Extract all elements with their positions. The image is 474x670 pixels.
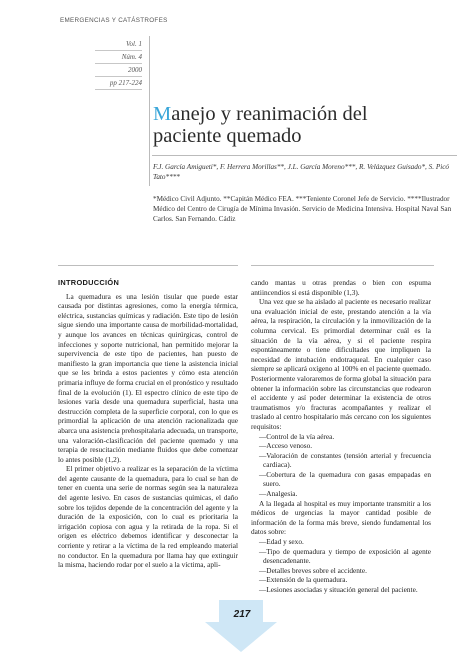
list-item: —Acceso venoso. [259, 441, 313, 451]
left-column-rule [58, 265, 238, 266]
list-item: —Extensión de la quemadura. [259, 575, 348, 585]
list-item: —Lesiones asociadas y situación general del paciente. [259, 585, 418, 594]
section-heading: INTRODUCCIÓN [58, 278, 120, 287]
list-item: —Edad y sexo. [259, 537, 304, 547]
title-rule [152, 155, 457, 156]
article-title [153, 103, 453, 147]
list-item: —Detalles breves sobre el accidente. [259, 565, 367, 575]
paragraph: El primer objetivo a realizar es la separación de la víctima del agente causante de la quemadura, para lo cual se han de tener en cuenta una serie de normas según sea la naturaleza del agente lesivo. En casos de sustancias químicas, el daño sobre los tejidos depende de la concentración del agente y la duración de la exposición, con lo cual es prioritaria la irrigación copiosa con agua y la retirada de la ropa. Si el origen es eléctrico debemos identificar y desconectar la corriente y retirar a la víctima de la red empleando material no conductor. En la quemadura por llama hay que extinguir la misma, haciendo rodar por el suelo a la víctima, apli- [58, 464, 238, 570]
paragraph: Una vez que se ha aislado al paciente es necesario realizar una evaluación inicial de este, prestando atención a la vía aérea, la respiración, la circulación y la inmovilización de la columna cervical. Es primordial determinar cuál es la situación de la vía aérea, y si el paciente respira espontáneamente o tiene dificultades que impliquen la necesidad de intubación endotraqueal. En cualquier caso siempre se aplicará oxígeno al 100% en el paciente quemado. Posteriormente valoraremos de forma global la situación para obtener la información sobre las circunstancias que rodearon el accidente y así poder determinar la existencia de otros traumatismos y/o fracturas acompañantes y realizar el traslado al centro hospitalario más cercano con los siguientes requisitos: [251, 297, 431, 431]
list-item: —Tipo de quemadura y tiempo de exposición al agente desencadenante. [259, 546, 431, 566]
list-item: —Cobertura de la quemadura con gasas empapadas en suero. [259, 469, 431, 489]
page-number: 217 [233, 609, 251, 620]
title-line-2: paciente quemado [153, 125, 302, 147]
title-line-1: anejo y reanimación del [171, 103, 368, 125]
running-head: EMERGENCIAS Y CATÁSTROFES [60, 17, 168, 24]
paragraph: A la llegada al hospital es muy importante transmitir a los médicos de urgencias la mayor cantidad posible de información de la forma más breve, siendo fundamental los datos sobre: [251, 498, 431, 537]
pages-label: pp 217-224 [95, 77, 142, 90]
header-divider [149, 36, 150, 186]
paragraph: cando mantas u otras prendas o bien con espuma antiincendios si está disponible (1,3). [251, 278, 431, 297]
page-arrow-icon [205, 600, 277, 652]
authors: F.J. García Amigueti*, F. Herrera Morillas**, J.L. García Moreno***, R. Velázquez Guisado*, S. Picó Tato**** [153, 163, 449, 181]
left-column [58, 278, 238, 570]
title-initial: M [153, 103, 172, 125]
issue-metadata [95, 38, 142, 90]
year-label: 2000 [95, 64, 142, 77]
right-column [251, 278, 431, 595]
list-item: —Control de la vía aérea. [259, 431, 335, 441]
list-item: —Valoración de constantes (tensión arterial y frecuencia cardiaca). [259, 450, 431, 470]
right-column-rule [251, 265, 434, 266]
list-item: —Analgesia. [259, 489, 298, 499]
number-label: Núm. 4 [95, 51, 142, 64]
affiliation: *Médico Civil Adjunto. **Capitán Médico FEA. ***Teniente Coronel Jefe de Servicio. ****Ilustrador Médico del Centro de Cirugía de Mínima Invasión. Servicio de Medicina Intensiva. Hospital Naval San Carlos. San Fernando. Cádiz [153, 195, 452, 223]
paragraph: La quemadura es una lesión tisular que puede estar causada por distintas agresiones, como la energía térmica, eléctrica, sustancias químicas y radiación. Este tipo de lesión sigue siendo una importante causa de morbilidad-mortalidad, y aunque los avances en técnicas quirúrgicas, control de infecciones y soporte nutricional, han permitido mejorar la supervivencia de este tipo de pacientes, han puesto de manifiesto la gran importancia que tiene la asistencia inicial que se les brinda a estos pacientes y cómo esta atención primaria influye de forma crucial en el pronóstico y resultado final de la evolución (1). El espectro clínico de este tipo de lesiones varía desde una quemadura superficial, hasta una destrucción completa de la superficie corporal, con lo que es primordial la aplicación de una atención racionalizada que abarca una asistencia prehospitalaria adecuada, un transporte, una valoración-clasificación del paciente quemado y una terapia de resucitación mediante fluidos que debe comenzar lo antes posible (1,2). [58, 291, 238, 464]
volume-label: Vol. 1 [95, 38, 142, 51]
